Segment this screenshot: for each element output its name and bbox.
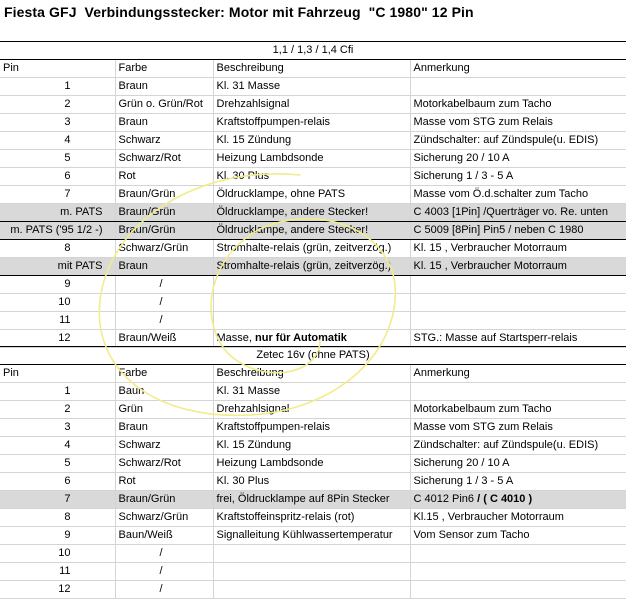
column-header-beschreibung: Beschreibung [213, 60, 410, 78]
cell-anmerkung: Sicherung 20 / 10 A [410, 455, 626, 473]
cell-farbe: Baun [115, 383, 213, 401]
cell-beschreibung: Kl. 15 Zündung [213, 437, 410, 455]
section-heading-row [0, 347, 626, 365]
cell-pin: 2 [0, 401, 115, 419]
cell-farbe: Schwarz/Rot [115, 455, 213, 473]
cell-farbe: / [115, 294, 213, 312]
table-row [0, 276, 626, 294]
cell-farbe: Braun/Grün [115, 222, 213, 240]
cell-pin: 3 [0, 114, 115, 132]
table-zetec [0, 346, 626, 599]
cell-farbe: Schwarz [115, 437, 213, 455]
bold-note: / ( C 4010 ) [477, 493, 533, 505]
cell-farbe: Braun [115, 419, 213, 437]
cell-farbe: Braun/Weiß [115, 330, 213, 348]
cell-beschreibung: Signalleitung Kühlwassertemperatur [213, 527, 410, 545]
cell-farbe: Braun/Grün [115, 204, 213, 222]
cell-anmerkung: Masse vom STG zum Relais [410, 419, 626, 437]
cell-pin: 9 [0, 527, 115, 545]
column-header-pin: Pin [0, 60, 115, 78]
table-row [0, 312, 626, 330]
cell-pin: 4 [0, 132, 115, 150]
cell-anmerkung [410, 78, 626, 96]
cell-farbe: Rot [115, 168, 213, 186]
cell-beschreibung: Kraftstoffpumpen-relais [213, 419, 410, 437]
section-heading-row [0, 42, 626, 60]
cell-beschreibung: Kraftstoffpumpen-relais [213, 114, 410, 132]
cell-pin: 12 [0, 330, 115, 348]
column-header-row [0, 60, 626, 78]
table-row [0, 330, 626, 348]
cell-beschreibung: Stromhalte-relais (grün, zeitverzög.) [213, 240, 410, 258]
cell-pin: 9 [0, 276, 115, 294]
cell-beschreibung: Masse, nur für Automatik [213, 330, 410, 348]
column-header-pin: Pin [0, 365, 115, 383]
cell-pin: 5 [0, 150, 115, 168]
cell-pin: 11 [0, 312, 115, 330]
cell-pin: 8 [0, 509, 115, 527]
cell-farbe: Braun [115, 78, 213, 96]
cell-anmerkung: C 4003 [1Pin] /Querträger vo. Re. unten [410, 204, 626, 222]
table-row [0, 455, 626, 473]
cell-anmerkung [410, 581, 626, 599]
cell-anmerkung: STG.: Masse auf Startsperr-relais [410, 330, 626, 348]
cell-anmerkung [410, 563, 626, 581]
cell-pin: 7 [0, 186, 115, 204]
table-row [0, 401, 626, 419]
table-row [0, 294, 626, 312]
cell-beschreibung: Kraftstoffeinspritz-relais (rot) [213, 509, 410, 527]
cell-beschreibung: Stromhalte-relais (grün, zeitverzög.) [213, 258, 410, 276]
cell-anmerkung: C 4012 Pin6 / ( C 4010 ) [410, 491, 626, 509]
cell-beschreibung: frei, Öldrucklampe auf 8Pin Stecker [213, 491, 410, 509]
cell-anmerkung [410, 383, 626, 401]
cell-pin: m. PATS [0, 204, 115, 222]
cell-pin: 1 [0, 383, 115, 401]
cell-farbe: Schwarz [115, 132, 213, 150]
cell-farbe: Braun [115, 258, 213, 276]
cell-beschreibung: Kl. 30 Plus [213, 473, 410, 491]
table-row [0, 258, 626, 276]
cell-farbe: Schwarz/Rot [115, 150, 213, 168]
table-row [0, 383, 626, 401]
cell-farbe: Braun [115, 114, 213, 132]
cell-farbe: Schwarz/Grün [115, 240, 213, 258]
cell-anmerkung [410, 294, 626, 312]
table-row [0, 222, 626, 240]
cell-anmerkung: Kl. 15 , Verbraucher Motorraum [410, 240, 626, 258]
table-row [0, 96, 626, 114]
cell-pin: 5 [0, 455, 115, 473]
cell-farbe: Grün o. Grün/Rot [115, 96, 213, 114]
cell-pin: 10 [0, 545, 115, 563]
cell-pin: 1 [0, 78, 115, 96]
cell-beschreibung: Öldrucklampe, andere Stecker! [213, 204, 410, 222]
cell-farbe: Grün [115, 401, 213, 419]
cell-anmerkung: Motorkabelbaum zum Tacho [410, 96, 626, 114]
cell-beschreibung: Heizung Lambdsonde [213, 455, 410, 473]
cell-beschreibung: Kl. 30 Plus [213, 168, 410, 186]
cell-anmerkung: Sicherung 20 / 10 A [410, 150, 626, 168]
cell-anmerkung: C 5009 [8Pin] Pin5 / neben C 1980 [410, 222, 626, 240]
cell-pin: 11 [0, 563, 115, 581]
column-header-farbe: Farbe [115, 365, 213, 383]
cell-anmerkung: Vom Sensor zum Tacho [410, 527, 626, 545]
cell-pin: 6 [0, 168, 115, 186]
cell-farbe: / [115, 563, 213, 581]
table-row [0, 168, 626, 186]
cell-beschreibung: Heizung Lambdsonde [213, 150, 410, 168]
cell-beschreibung [213, 294, 410, 312]
cell-farbe: Braun/Grün [115, 186, 213, 204]
cell-beschreibung [213, 276, 410, 294]
cell-farbe: / [115, 545, 213, 563]
document-title: Fiesta GFJ Verbindungsstecker: Motor mit Fahrzeug "C 1980" 12 Pin [4, 4, 474, 20]
cell-anmerkung: Masse vom STG zum Relais [410, 114, 626, 132]
cell-farbe: / [115, 581, 213, 599]
cell-anmerkung: Zündschalter: auf Zündspule(u. EDIS) [410, 437, 626, 455]
cell-anmerkung: Sicherung 1 / 3 - 5 A [410, 168, 626, 186]
column-header-beschreibung: Beschreibung [213, 365, 410, 383]
table-row [0, 563, 626, 581]
table-row [0, 419, 626, 437]
cell-pin: m. PATS ('95 1/2 -) [0, 222, 115, 240]
cell-anmerkung: Kl. 15 , Verbraucher Motorraum [410, 258, 626, 276]
cell-beschreibung: Drehzahlsignal [213, 96, 410, 114]
column-header-farbe: Farbe [115, 60, 213, 78]
cell-anmerkung [410, 545, 626, 563]
cell-beschreibung [213, 581, 410, 599]
table-row [0, 491, 626, 509]
cell-farbe: Braun/Grün [115, 491, 213, 509]
table-row [0, 581, 626, 599]
cell-pin: 2 [0, 96, 115, 114]
cell-farbe: / [115, 312, 213, 330]
cell-anmerkung [410, 276, 626, 294]
cell-beschreibung: Öldrucklampe, ohne PATS [213, 186, 410, 204]
cell-anmerkung: Sicherung 1 / 3 - 5 A [410, 473, 626, 491]
cell-beschreibung: Kl. 31 Masse [213, 383, 410, 401]
cell-pin: 3 [0, 419, 115, 437]
cell-farbe: Baun/Weiß [115, 527, 213, 545]
table-row [0, 509, 626, 527]
cell-pin: 10 [0, 294, 115, 312]
table-row [0, 204, 626, 222]
table-row [0, 78, 626, 96]
table-row [0, 473, 626, 491]
section-heading: Zetec 16v (ohne PATS) [0, 347, 626, 365]
section-heading: 1,1 / 1,3 / 1,4 Cfi [0, 42, 626, 60]
cell-beschreibung: Kl. 15 Zündung [213, 132, 410, 150]
cell-beschreibung [213, 563, 410, 581]
cell-pin: 7 [0, 491, 115, 509]
cell-anmerkung: Masse vom Ö.d.schalter zum Tacho [410, 186, 626, 204]
column-header-anmerkung: Anmerkung [410, 365, 626, 383]
cell-farbe: / [115, 276, 213, 294]
table-row [0, 437, 626, 455]
table-row [0, 240, 626, 258]
cell-beschreibung [213, 312, 410, 330]
cell-anmerkung: Kl.15 , Verbraucher Motorraum [410, 509, 626, 527]
table-row [0, 186, 626, 204]
table-row [0, 114, 626, 132]
column-header-row [0, 365, 626, 383]
cell-beschreibung: Drehzahlsignal [213, 401, 410, 419]
cell-farbe: Schwarz/Grün [115, 509, 213, 527]
table-row [0, 527, 626, 545]
cell-beschreibung: Kl. 31 Masse [213, 78, 410, 96]
cell-anmerkung: Zündschalter: auf Zündspule(u. EDIS) [410, 132, 626, 150]
cell-anmerkung: Motorkabelbaum zum Tacho [410, 401, 626, 419]
cell-pin: 4 [0, 437, 115, 455]
cell-farbe: Rot [115, 473, 213, 491]
cell-beschreibung: Öldrucklampe, andere Stecker! [213, 222, 410, 240]
cell-pin: mit PATS [0, 258, 115, 276]
cell-pin: 6 [0, 473, 115, 491]
table-row [0, 132, 626, 150]
cell-pin: 12 [0, 581, 115, 599]
table-row [0, 545, 626, 563]
cell-beschreibung [213, 545, 410, 563]
column-header-anmerkung: Anmerkung [410, 60, 626, 78]
cell-pin: 8 [0, 240, 115, 258]
table-row [0, 150, 626, 168]
table-cfi [0, 41, 626, 348]
cell-anmerkung [410, 312, 626, 330]
bold-note: nur für Automatik [255, 332, 347, 344]
